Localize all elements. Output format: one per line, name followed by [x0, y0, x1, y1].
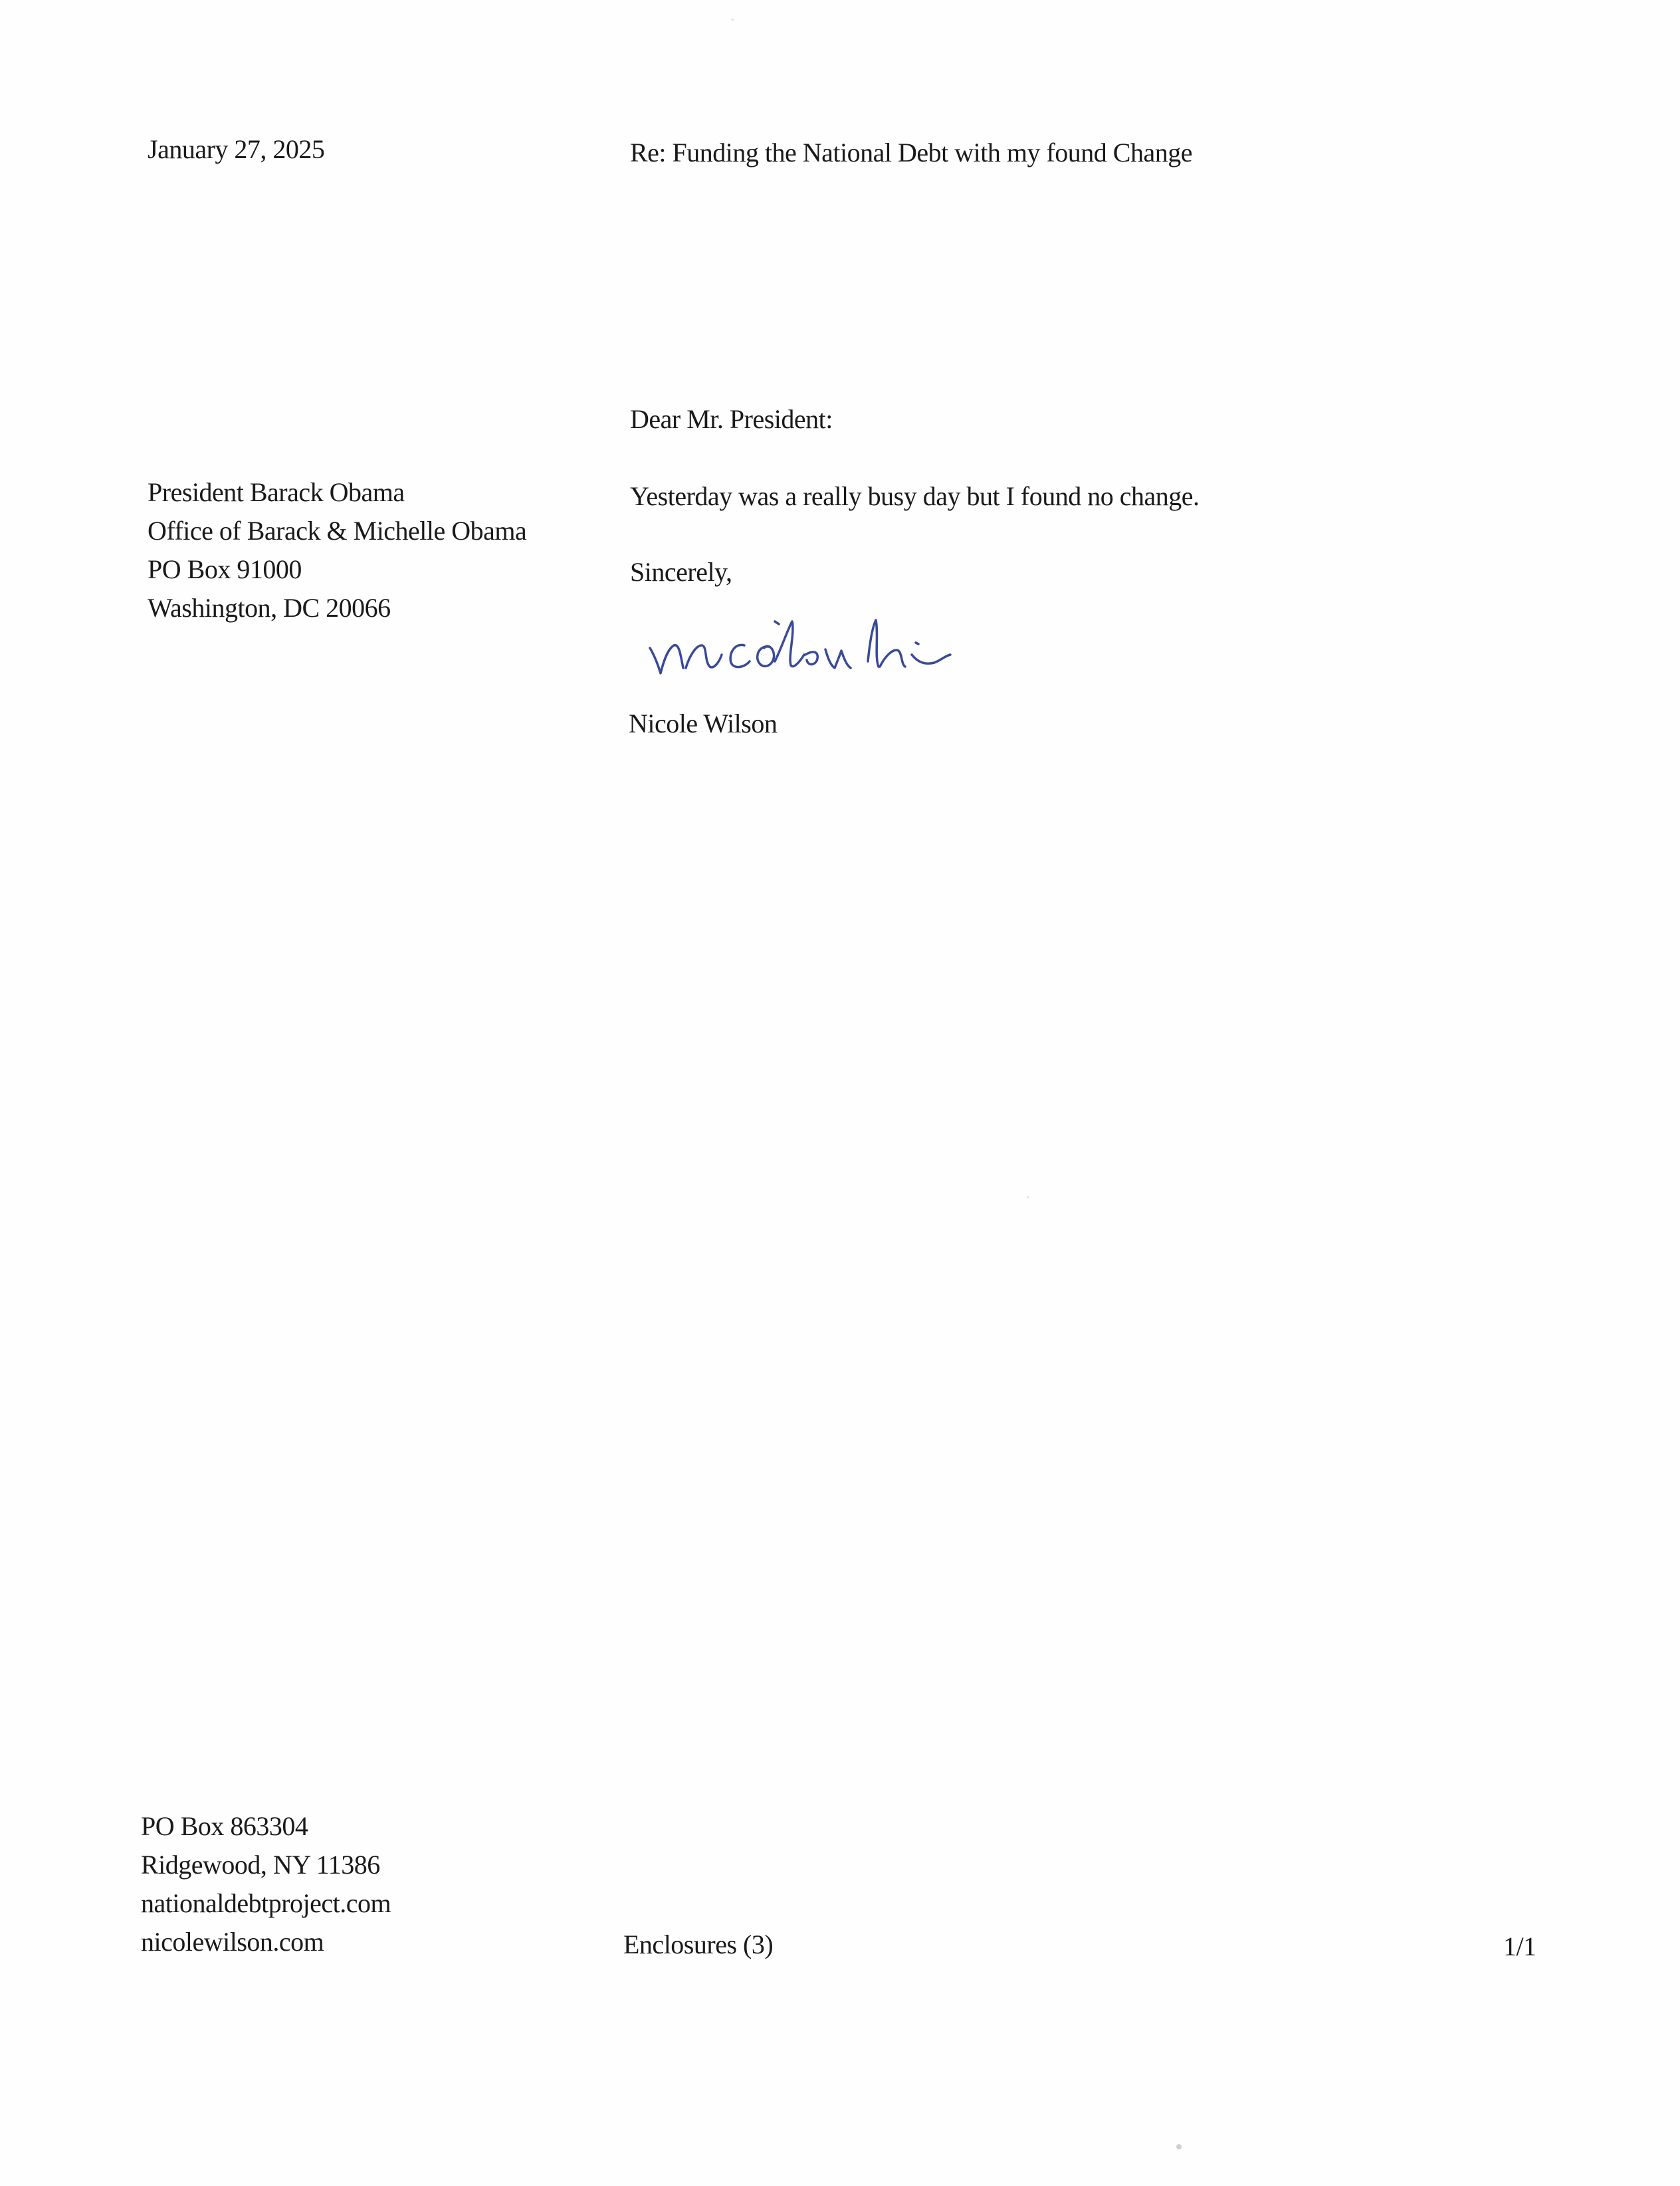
recipient-po-box: PO Box 91000 — [148, 554, 302, 584]
sender-address — [141, 1807, 391, 1961]
page-number: 1/1 — [1503, 1931, 1536, 1961]
letter-subject: Re: Funding the National Debt with my found Change — [630, 138, 1192, 167]
sender-po-box: PO Box 863304 — [141, 1811, 308, 1841]
sender-website-1: nationaldebtproject.com — [141, 1888, 391, 1918]
sender-website-2: nicolewilson.com — [141, 1927, 324, 1957]
scan-speck — [1027, 1196, 1029, 1198]
letter-body: Yesterday was a really busy day but I found no change. — [630, 481, 1200, 511]
recipient-name: President Barack Obama — [148, 477, 405, 507]
recipient-address — [148, 473, 526, 627]
salutation: Dear Mr. President: — [630, 404, 833, 434]
scan-speck — [731, 19, 734, 21]
sender-city: Ridgewood, NY 11386 — [141, 1850, 380, 1880]
scan-speck — [1176, 2144, 1182, 2149]
letter-date: January 27, 2025 — [148, 134, 325, 164]
closing: Sincerely, — [630, 557, 732, 587]
handwritten-signature — [638, 601, 957, 688]
recipient-city: Washington, DC 20066 — [148, 593, 391, 623]
enclosures-note: Enclosures (3) — [623, 1929, 774, 1959]
signer-name: Nicole Wilson — [629, 709, 778, 738]
recipient-office: Office of Barack & Michelle Obama — [148, 516, 527, 546]
